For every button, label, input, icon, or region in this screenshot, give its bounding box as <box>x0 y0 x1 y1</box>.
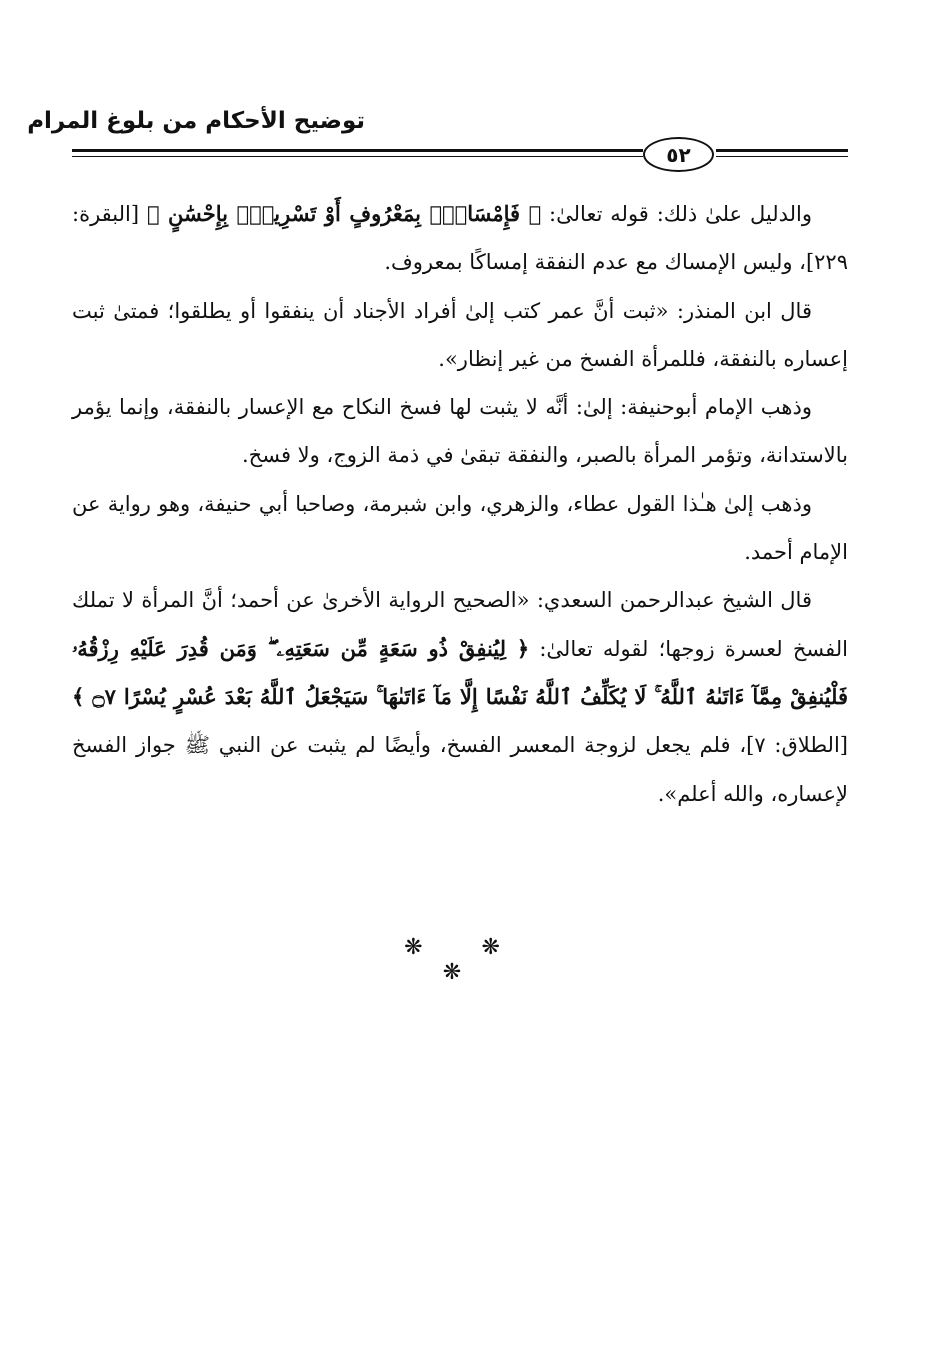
page-header <box>0 0 940 175</box>
section-separator: ❋ ❋ ❋ <box>404 935 526 985</box>
text-segment: [الطلاق: ٧]، فلم يجعل لزوجة المعسر الفسخ، وأيضًا لم يثبت عن النبي ﷺ جواز الفسخ لإعساره، والله أعلم». <box>72 733 848 806</box>
page-number: ٥٢ <box>643 137 714 172</box>
paragraph <box>72 383 848 480</box>
header-rule-left <box>72 149 643 161</box>
text-segment: وذهب إلىٰ هـٰذا القول عطاء، والزهري، وابن شبرمة، وصاحبا أبي حنيفة، وهو رواية عن الإمام أحمد. <box>72 491 848 565</box>
quran-verse: ﴿ لِيُنفِقْ ذُو سَعَةٍ مِّن سَعَتِهِۦ ۖ وَمَن قُدِرَ عَلَيْهِ رِزْقُهُۥ فَلْيُنفِقْ مِمَّآ ءَاتَىٰهُ ٱللَّهُ ۚ لَا يُكَلِّفُ ٱللَّهُ نَفْسًا إِلَّا مَآ ءَاتَىٰهَا ۚ سَيَجْعَلُ ٱللَّهُ بَعْدَ عُسْرٍ يُسْرًا ۝٧ ﴾ <box>72 635 848 709</box>
quran-verse: ﴿ فَإِمْسَاكٌۢ بِمَعْرُوفٍ أَوْ تَسْرِيحٌۢ بِإِحْسَٰنٍ ﴾ <box>146 201 542 226</box>
text-segment: قال ابن المنذر: «ثبت أنَّ عمر كتب إلىٰ أفراد الأجناد أن ينفقوا أو يطلقوا؛ فمتىٰ ثبت إعساره بالنفقة، فللمرأة الفسخ من غير إنظار». <box>72 298 848 371</box>
text-segment: قال الشيخ عبدالرحمن السعدي: «الصحيح الرواية الأخرىٰ عن أحمد؛ أنَّ المرأة لا تملك الفسخ لعسرة زوجها؛ لقوله تعالىٰ: <box>72 588 848 661</box>
text-segment: [البقرة: ٢٢٩]، وليس الإمساك مع عدم النفقة إمساكًا بمعروف. <box>72 202 848 275</box>
text-segment: وذهب الإمام أبوحنيفة: إلىٰ: أنَّه لا يثبت لها فسخ النكاح مع الإعسار بالنفقة، وإنما يؤمر بالاستدانة، وتؤمر المرأة بالصبر، والنفقة تبقىٰ في ذمة الزوج، ولا فسخ. <box>72 395 848 468</box>
header-rule-right <box>716 149 848 161</box>
body-text <box>72 190 848 818</box>
book-title: توضيح الأحكام من بلوغ المرام <box>27 108 365 134</box>
paragraph <box>72 287 848 384</box>
paragraph <box>72 576 848 817</box>
paragraph <box>72 190 848 287</box>
paragraph <box>72 480 848 577</box>
text-segment: والدليل علىٰ ذلك: قوله تعالىٰ: <box>541 202 813 226</box>
